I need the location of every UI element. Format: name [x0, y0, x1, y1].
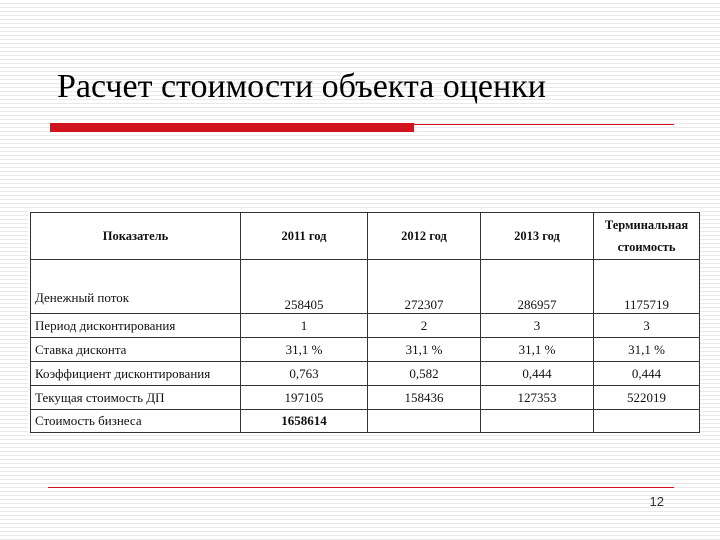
- title-accent-bar: [50, 123, 414, 132]
- footer-accent-line: [48, 487, 674, 488]
- cell-2013: [481, 410, 594, 433]
- cell-2011: 0,763: [241, 362, 368, 386]
- title-accent-line: [414, 124, 674, 125]
- table-row-discount-factor: [31, 362, 700, 386]
- cell-2013: 0,444: [481, 362, 594, 386]
- row-label: Текущая стоимость ДП: [31, 386, 241, 410]
- header-indicator: Показатель: [31, 213, 241, 260]
- cell-2013: 127353: [481, 386, 594, 410]
- cell-terminal: 3: [594, 314, 700, 338]
- cell-2011: 31,1 %: [241, 338, 368, 362]
- cell-terminal: 522019: [594, 386, 700, 410]
- cell-terminal: 0,444: [594, 362, 700, 386]
- table-row-present-value: [31, 386, 700, 410]
- header-terminal-value: Терминальная стоимость: [594, 213, 700, 260]
- cell-2011: 1: [241, 314, 368, 338]
- cell-2012: 272307: [368, 260, 481, 314]
- row-label: Период дисконтирования: [31, 314, 241, 338]
- table-row-discount-period: [31, 314, 700, 338]
- slide-title: Расчет стоимости объекта оценки: [57, 68, 546, 105]
- cell-2012: [368, 410, 481, 433]
- cell-terminal: [594, 410, 700, 433]
- row-label: Коэффициент дисконтирования: [31, 362, 241, 386]
- table-row-business-value: [31, 410, 700, 433]
- cell-2012: 0,582: [368, 362, 481, 386]
- cell-2013: 3: [481, 314, 594, 338]
- row-label: Денежный поток: [31, 260, 241, 314]
- cell-2012: 2: [368, 314, 481, 338]
- table-header-row: [31, 213, 700, 260]
- cell-2012: 31,1 %: [368, 338, 481, 362]
- cell-2013: 31,1 %: [481, 338, 594, 362]
- header-2012: 2012 год: [368, 213, 481, 260]
- cell-terminal: 1175719: [594, 260, 700, 314]
- page-number: 12: [649, 494, 664, 509]
- cell-2013: 286957: [481, 260, 594, 314]
- row-label: Стоимость бизнеса: [31, 410, 241, 433]
- table-row-discount-rate: [31, 338, 700, 362]
- table-container: [28, 208, 700, 432]
- header-2011: 2011 год: [241, 213, 368, 260]
- cell-2011: 197105: [241, 386, 368, 410]
- valuation-table: [30, 212, 700, 433]
- row-label: Ставка дисконта: [31, 338, 241, 362]
- header-2013: 2013 год: [481, 213, 594, 260]
- cell-2012: 158436: [368, 386, 481, 410]
- cell-2011: 258405: [241, 260, 368, 314]
- cell-terminal: 31,1 %: [594, 338, 700, 362]
- table-row-cash-flow: [31, 260, 700, 314]
- cell-2011: 1658614: [241, 410, 368, 433]
